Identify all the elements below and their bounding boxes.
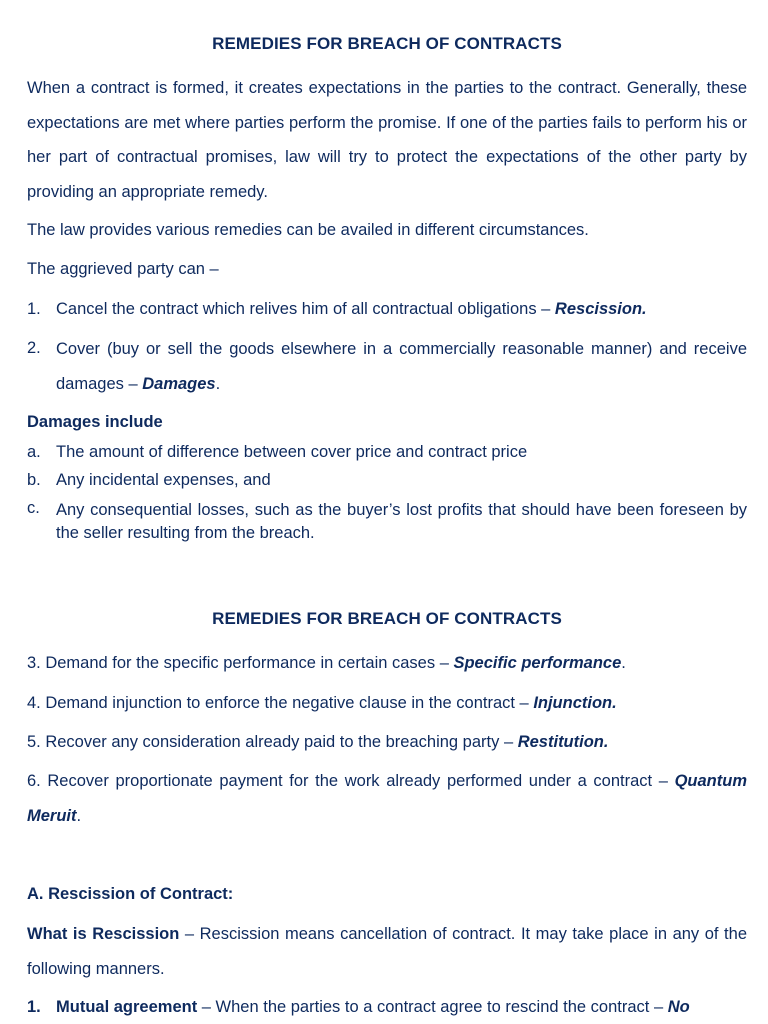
rescission-body <box>56 998 747 1017</box>
rescission-text: – Rescission means cancellation of contract. It may take place in any of the following manners. <box>27 925 747 978</box>
remedy-item <box>27 694 747 713</box>
remedy-term: Injunction. <box>533 694 617 712</box>
rescission-heading: A. Rescission of Contract: <box>27 885 234 903</box>
rescission-definition <box>27 917 747 986</box>
remedy-after: . <box>215 374 221 393</box>
remedy-text: Cover (buy or sell the goods elsewhere in a commercially reasonable manner) and receive damages – <box>56 340 747 393</box>
remedy-text: 3. Demand for the specific performance in certain cases – <box>27 654 454 672</box>
remedy-term: Rescission. <box>554 300 647 318</box>
remedy-body <box>56 332 747 401</box>
remedy-body <box>56 300 747 319</box>
law-provides-text: The law provides various remedies can be availed in different circumstances. <box>27 221 589 239</box>
remedy-item <box>27 733 747 752</box>
rescission-label: What is Rescission <box>27 925 180 943</box>
aggrieved-party-text: The aggrieved party can – <box>27 260 219 278</box>
section-heading: REMEDIES FOR BREACH OF CONTRACTS <box>212 34 562 53</box>
rescission-item-text: – When the parties to a contract agree to rescind the contract – <box>197 998 668 1016</box>
remedy-after: . <box>76 806 82 825</box>
damages-text: The amount of difference between cover price and contract price <box>56 443 528 461</box>
remedy-text: 6. Recover proportionate payment for the work already performed under a contract – <box>27 772 675 790</box>
rescission-item-term: No <box>667 998 690 1016</box>
remedy-after: . <box>621 654 626 672</box>
remedy-term: Quantum Meruit <box>27 772 747 825</box>
damages-letter: a. <box>27 443 41 461</box>
damages-letter: c. <box>27 499 40 517</box>
remedy-term: Restitution. <box>517 733 609 751</box>
remedy-text: 4. Demand injunction to enforce the negative clause in the contract – <box>27 694 534 712</box>
rescission-item-label: Mutual agreement <box>56 998 198 1016</box>
remedy-term: Specific performance <box>453 654 622 672</box>
intro-paragraph: When a contract is formed, it creates expectations in the parties to the contract. Generally, these expectations are met where parties perform the promise. If one of the parties fails to perform his or her part of contractual promises, law will try to protect the expectations of the other party by providing an appropriate remedy. <box>27 79 747 201</box>
remedy-term: Damages <box>142 374 216 393</box>
remedy-number: 2. <box>27 339 41 357</box>
damages-letter: b. <box>27 471 41 489</box>
remedy-item <box>27 654 747 673</box>
remedy-text: 5. Recover any consideration already paid to the breaching party – <box>27 733 518 751</box>
damages-heading: Damages include <box>27 413 163 431</box>
rescission-number: 1. <box>27 998 41 1016</box>
remedy-item <box>27 764 747 833</box>
damages-text: Any consequential losses, such as the buyer’s lost profits that should have been foreseen by the seller resulting from the breach. <box>56 501 747 542</box>
remedy-item <box>27 332 747 402</box>
damages-text: Any incidental expenses, and <box>56 471 271 489</box>
section-heading: REMEDIES FOR BREACH OF CONTRACTS <box>212 609 562 628</box>
remedy-number: 1. <box>27 300 41 318</box>
damages-item <box>27 499 747 545</box>
remedy-text: Cancel the contract which relives him of all contractual obligations – <box>56 300 555 318</box>
